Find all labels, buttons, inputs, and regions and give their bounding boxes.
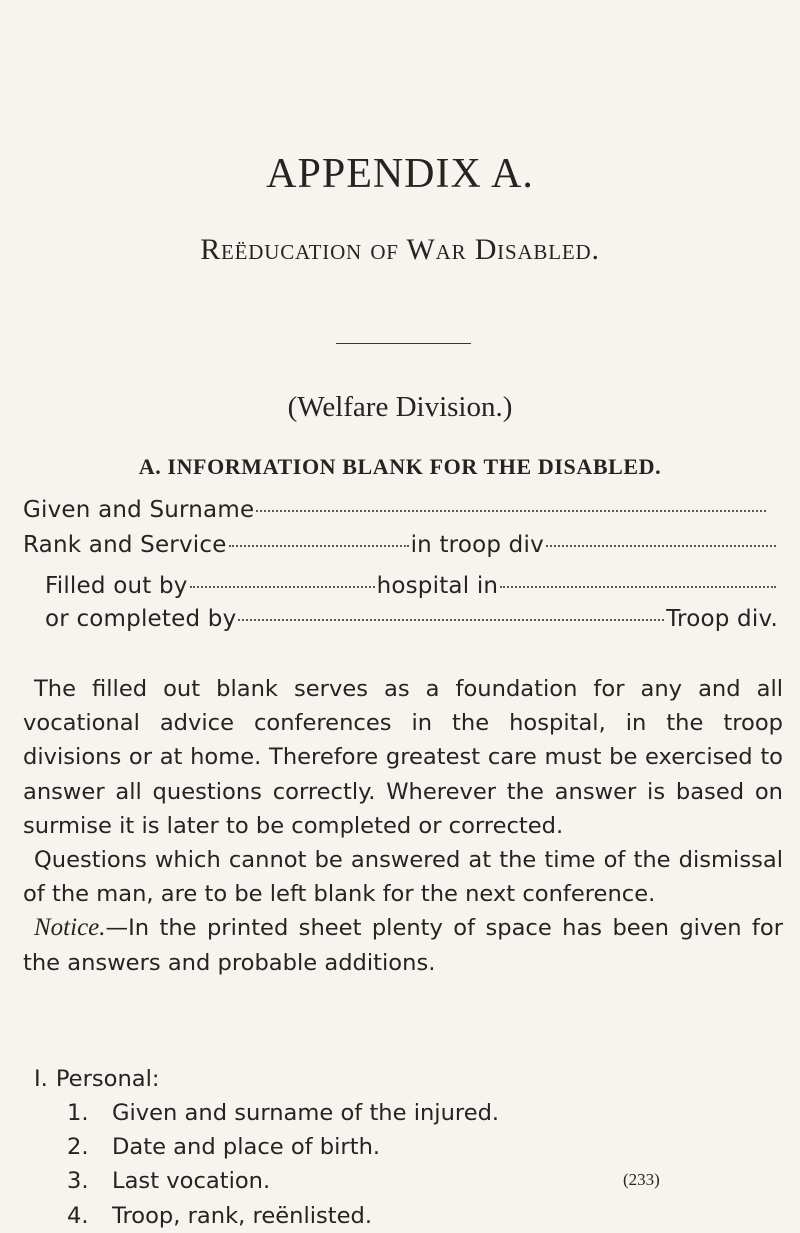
- troop-div-blank[interactable]: [546, 545, 776, 547]
- personal-heading: [34, 1062, 168, 1096]
- rank-and-service-label: Rank and Service: [23, 532, 227, 558]
- list-item: [67, 1199, 499, 1233]
- paragraph-foundation: The filled out blank serves as a foundation for any and all vocational advice conferences in the hospital, in the troop divisions or at home. Therefore greatest care must be exercised to answer all questions correctly. Wherever the answer is based on surmise it is later to be completed or corrected.: [23, 676, 783, 839]
- list-item-text: Date and place of birth.: [112, 1134, 381, 1161]
- in-troop-div-label: in troop div: [410, 532, 544, 558]
- list-item-text: Given and surname of the injured.: [112, 1100, 500, 1126]
- given-and-surname-label: Given and Surname: [23, 497, 255, 523]
- division-label: (Welfare Division.): [287, 391, 513, 423]
- paragraph-questions: Questions which cannot be answered at the time of the dismissal of the man, are to be left blank for the next conference.: [23, 847, 783, 908]
- filled-out-by-blank[interactable]: [190, 586, 375, 588]
- paragraph-notice: [23, 911, 783, 979]
- or-completed-by-label: or completed by: [45, 606, 237, 632]
- page-number: (233): [623, 1170, 660, 1189]
- given-and-surname-blank[interactable]: [256, 510, 766, 512]
- list-item-text: Last vocation.: [112, 1168, 271, 1195]
- personal-numeral: I.: [34, 1066, 48, 1092]
- personal-list: [67, 1096, 499, 1233]
- divider-rule: [336, 343, 471, 344]
- filled-out-by-label: Filled out by: [45, 573, 188, 599]
- list-item: [67, 1130, 499, 1164]
- list-item-number: 2.: [67, 1134, 89, 1161]
- field-filled-out-by: [45, 573, 778, 601]
- instructions-text: [23, 672, 783, 980]
- list-item-number: 1.: [67, 1100, 89, 1126]
- list-item-number: 4.: [67, 1202, 89, 1229]
- rank-and-service-blank[interactable]: [229, 545, 409, 547]
- troop-div-label: Troop div.: [666, 606, 778, 632]
- appendix-title: APPENDIX A.: [266, 151, 534, 197]
- list-item-number: 3.: [67, 1168, 89, 1195]
- field-or-completed-by: [45, 606, 778, 634]
- document-subtitle: Reëducation of War Disabled.: [200, 233, 600, 266]
- notice-label: Notice.: [34, 914, 106, 942]
- section-heading: A. INFORMATION BLANK FOR THE DISABLED.: [138, 454, 662, 479]
- hospital-in-label: hospital in: [376, 573, 499, 599]
- list-item-text: Troop, rank, reënlisted.: [112, 1202, 373, 1229]
- list-item: [67, 1164, 499, 1198]
- personal-heading-text: Personal:: [55, 1066, 160, 1092]
- field-rank-and-service: [23, 532, 778, 560]
- or-completed-by-blank[interactable]: [238, 619, 664, 621]
- field-given-and-surname: [23, 497, 768, 525]
- list-item: [67, 1096, 499, 1130]
- notice-text: —In the printed sheet plenty of space has been given for the answers and probable additions.: [23, 915, 783, 976]
- hospital-in-blank[interactable]: [500, 586, 776, 588]
